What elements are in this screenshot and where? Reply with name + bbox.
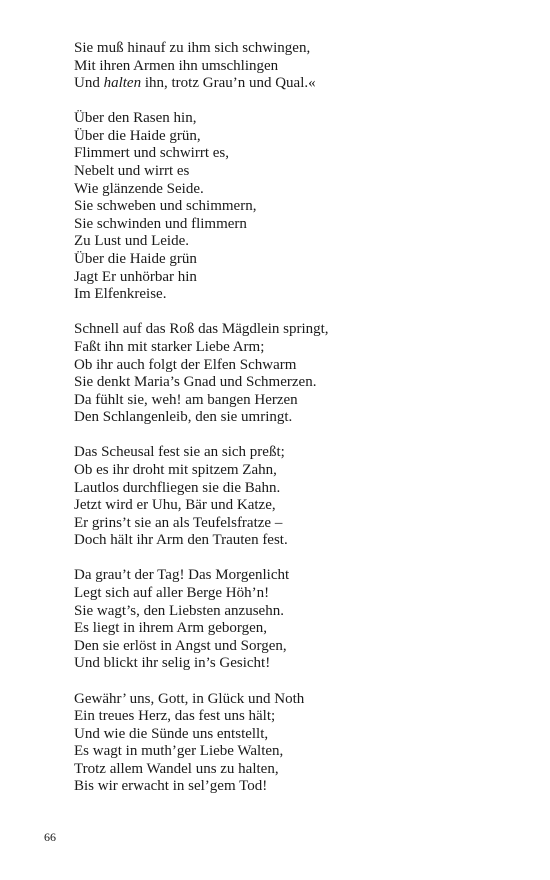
poem-line (74, 708, 524, 726)
stanza (74, 444, 524, 550)
line-text: Ein treues Herz, das fest uns hält; (74, 708, 276, 725)
poem-line (74, 603, 524, 621)
page-number: 66 (44, 830, 56, 844)
poem-line (74, 198, 524, 216)
emphasized-word: halten (103, 75, 142, 92)
line-text: Da grau’t der Tag! Das Morgenlicht (74, 567, 290, 584)
poem-line (74, 58, 524, 76)
poem-line (74, 567, 524, 585)
poem-text (74, 40, 524, 814)
line-text: Jagt Er unhörbar hin (74, 268, 197, 285)
poem-line (74, 532, 524, 550)
poem-line (74, 726, 524, 744)
line-text: Es wagt in muth’ger Liebe Walten, (74, 743, 284, 760)
poem-line (74, 251, 524, 269)
poem-line (74, 409, 524, 427)
line-text: Im Elfenkreise. (74, 286, 167, 303)
line-text: Mit ihren Armen ihn umschlingen (74, 57, 279, 74)
line-text: Über die Haide grün, (74, 127, 201, 144)
poem-line (74, 163, 524, 181)
poem-line (74, 655, 524, 673)
poem-line (74, 145, 524, 163)
line-text: ihn, trotz Grau’n und Qual.« (141, 75, 316, 92)
line-text: Flimmert und schwirrt es, (74, 145, 229, 162)
line-text: Zu Lust und Leide. (74, 233, 189, 250)
line-text: Und blickt ihr selig in’s Gesicht! (74, 655, 271, 672)
poem-line (74, 585, 524, 603)
line-text: Sie schweben und schimmern, (74, 198, 257, 215)
line-text: Da fühlt sie, weh! am bangen Herzen (74, 391, 298, 408)
poem-line (74, 216, 524, 234)
line-text: Faßt ihn mit starker Liebe Arm; (74, 338, 265, 355)
line-text: Sie wagt’s, den Liebsten anzusehn. (74, 602, 284, 619)
poem-line (74, 128, 524, 146)
line-text: Über die Haide grün (74, 251, 197, 268)
line-text: Sie schwinden und flimmern (74, 215, 247, 232)
poem-line (74, 743, 524, 761)
stanza (74, 110, 524, 304)
stanza (74, 321, 524, 427)
line-text: Doch hält ihr Arm den Trauten fest. (74, 532, 288, 549)
line-text: Wie glänzende Seide. (74, 180, 204, 197)
poem-line (74, 181, 524, 199)
poem-line (74, 110, 524, 128)
poem-line (74, 691, 524, 709)
poem-line (74, 269, 524, 287)
poem-line (74, 778, 524, 796)
poem-line (74, 374, 524, 392)
line-text: Schnell auf das Roß das Mägdlein springt, (74, 321, 329, 338)
poem-line (74, 40, 524, 58)
line-text: Trotz allem Wandel uns zu halten, (74, 760, 279, 777)
line-text: Jetzt wird er Uhu, Bär und Katze, (74, 497, 276, 514)
poem-line (74, 339, 524, 357)
stanza (74, 40, 524, 93)
poem-line (74, 321, 524, 339)
stanza (74, 691, 524, 797)
line-text: Das Scheusal fest sie an sich preßt; (74, 444, 285, 461)
line-text: Lautlos durchfliegen sie die Bahn. (74, 479, 281, 496)
poem-line (74, 620, 524, 638)
poem-line (74, 444, 524, 462)
line-text: Legt sich auf aller Berge Höh’n! (74, 585, 270, 602)
line-text: Über den Rasen hin, (74, 110, 197, 127)
stanza (74, 567, 524, 673)
poem-line (74, 515, 524, 533)
line-text: Und wie die Sünde uns entstellt, (74, 725, 269, 742)
line-text: Es liegt in ihrem Arm geborgen, (74, 620, 268, 637)
poem-line (74, 480, 524, 498)
poem-line (74, 462, 524, 480)
poem-line (74, 761, 524, 779)
poem-line (74, 357, 524, 375)
line-text: Den Schlangenleib, den sie umringt. (74, 409, 293, 426)
line-text: Sie denkt Maria’s Gnad und Schmerzen. (74, 374, 317, 391)
poem-line (74, 638, 524, 656)
line-text: Und (74, 75, 104, 92)
poem-line (74, 392, 524, 410)
line-text: Ob ihr auch folgt der Elfen Schwarm (74, 356, 297, 373)
line-text: Gewähr’ uns, Gott, in Glück und Noth (74, 690, 305, 707)
line-text: Sie muß hinauf zu ihm sich schwingen, (74, 40, 311, 56)
line-text: Er grins’t sie an als Teufelsfratze – (74, 514, 283, 531)
line-text: Nebelt und wirrt es (74, 163, 190, 180)
line-text: Den sie erlöst in Angst und Sorgen, (74, 637, 287, 654)
line-text: Ob es ihr droht mit spitzem Zahn, (74, 461, 277, 478)
poem-line (74, 75, 524, 93)
poem-line (74, 497, 524, 515)
poem-line (74, 233, 524, 251)
poem-line (74, 286, 524, 304)
line-text: Bis wir erwacht in sel’gem Tod! (74, 778, 268, 795)
